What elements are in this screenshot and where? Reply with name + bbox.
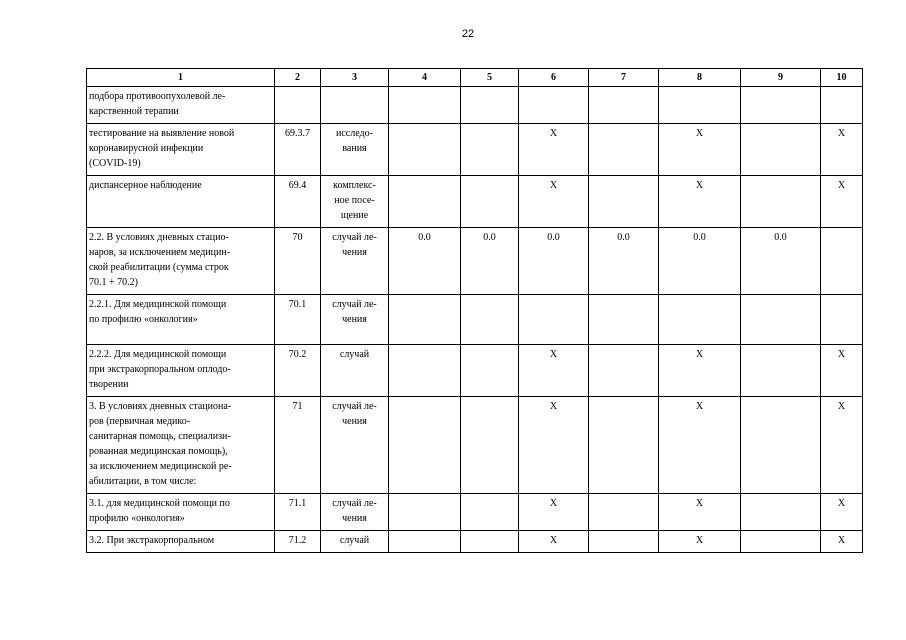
table-cell-col-2 [275, 87, 321, 124]
table-body [87, 87, 863, 553]
table-cell-col-9 [741, 345, 821, 397]
column-header-1: 1 [87, 69, 275, 87]
table-cell-col-1: 3.1. для медицинской помощи по профилю «онкология» [87, 494, 275, 531]
table-row [87, 494, 863, 531]
table-cell-col-5 [461, 176, 519, 228]
table-cell-col-2: 70.2 [275, 345, 321, 397]
table-row [87, 295, 863, 345]
table-cell-col-1: 3. В условиях дневных стациона- ров (первичная медико- санитарная помощь, специализи- рованная медицинская помощь), за исключением медицинской ре- абилитации, в том числе: [87, 397, 275, 494]
table-cell-col-5: 0.0 [461, 228, 519, 295]
table-cell-col-3: случай [321, 345, 389, 397]
table-cell-col-5 [461, 124, 519, 176]
table-row [87, 397, 863, 494]
table-cell-col-9 [741, 397, 821, 494]
table-cell-col-10: X [821, 494, 863, 531]
table-cell-col-3: случай ле- чения [321, 295, 389, 345]
header-row [87, 69, 863, 87]
table-cell-col-9: 0.0 [741, 228, 821, 295]
column-header-2: 2 [275, 69, 321, 87]
table-cell-col-8: X [659, 124, 741, 176]
table-cell-col-1: 2.2.2. Для медицинской помощи при экстракорпоральном оплодо- творении [87, 345, 275, 397]
table-cell-col-3: случай ле- чения [321, 228, 389, 295]
table-cell-col-9 [741, 87, 821, 124]
column-header-3: 3 [321, 69, 389, 87]
table-cell-col-7 [589, 345, 659, 397]
table-cell-col-3: случай [321, 531, 389, 553]
column-header-10: 10 [821, 69, 863, 87]
table-cell-col-4 [389, 87, 461, 124]
table-cell-col-4 [389, 397, 461, 494]
table-cell-col-10 [821, 87, 863, 124]
table-cell-col-4 [389, 345, 461, 397]
table-cell-col-5 [461, 531, 519, 553]
column-header-4: 4 [389, 69, 461, 87]
table-cell-col-4 [389, 531, 461, 553]
table-cell-col-10: X [821, 124, 863, 176]
table-cell-col-8: X [659, 345, 741, 397]
table-cell-col-6: X [519, 531, 589, 553]
table-cell-col-10: X [821, 176, 863, 228]
table-cell-col-4 [389, 494, 461, 531]
table-cell-col-2: 71 [275, 397, 321, 494]
table-cell-col-6 [519, 295, 589, 345]
table-cell-col-8: X [659, 176, 741, 228]
table-row [87, 345, 863, 397]
table-cell-col-3: комплекс- ное посе- щение [321, 176, 389, 228]
table-cell-col-6: X [519, 345, 589, 397]
table-cell-col-6: X [519, 176, 589, 228]
table-cell-col-5 [461, 87, 519, 124]
table-cell-col-7 [589, 176, 659, 228]
table-row [87, 176, 863, 228]
table-cell-col-8: X [659, 494, 741, 531]
table-cell-col-8: X [659, 397, 741, 494]
table-cell-col-8: 0.0 [659, 228, 741, 295]
table-cell-col-9 [741, 295, 821, 345]
table-cell-col-6: X [519, 124, 589, 176]
column-header-8: 8 [659, 69, 741, 87]
table-cell-col-4: 0.0 [389, 228, 461, 295]
table-cell-col-1: подбора противоопухолевой ле- карственной терапии [87, 87, 275, 124]
table-cell-col-3: исследо- вания [321, 124, 389, 176]
page-number: 22 [461, 28, 475, 40]
table-row [87, 124, 863, 176]
table-cell-col-2: 71.1 [275, 494, 321, 531]
table-cell-col-6: X [519, 397, 589, 494]
table-cell-col-7: 0.0 [589, 228, 659, 295]
table-cell-col-8 [659, 295, 741, 345]
table-cell-col-4 [389, 124, 461, 176]
column-header-5: 5 [461, 69, 519, 87]
table-row [87, 531, 863, 553]
table-cell-col-5 [461, 295, 519, 345]
column-header-6: 6 [519, 69, 589, 87]
table-cell-col-2: 71.2 [275, 531, 321, 553]
table-row [87, 228, 863, 295]
table-row [87, 87, 863, 124]
table-cell-col-10: X [821, 531, 863, 553]
table-cell-col-2: 69.4 [275, 176, 321, 228]
column-header-9: 9 [741, 69, 821, 87]
table-cell-col-9 [741, 176, 821, 228]
table-cell-col-9 [741, 124, 821, 176]
table-cell-col-7 [589, 87, 659, 124]
table-cell-col-1: тестирование на выявление новой коронавирусной инфекции (COVID-19) [87, 124, 275, 176]
table-cell-col-10: X [821, 397, 863, 494]
table-cell-col-2: 70 [275, 228, 321, 295]
table-cell-col-5 [461, 397, 519, 494]
table-cell-col-9 [741, 494, 821, 531]
table-cell-col-1: диспансерное наблюдение [87, 176, 275, 228]
table-cell-col-3: случай ле- чения [321, 494, 389, 531]
table-cell-col-3 [321, 87, 389, 124]
table-cell-col-8 [659, 87, 741, 124]
table-cell-col-10 [821, 228, 863, 295]
table-cell-col-2: 70.1 [275, 295, 321, 345]
table-cell-col-9 [741, 531, 821, 553]
table-cell-col-6 [519, 87, 589, 124]
table-cell-col-5 [461, 494, 519, 531]
table-cell-col-7 [589, 494, 659, 531]
table-cell-col-1: 2.2.1. Для медицинской помощи по профилю «онкология» [87, 295, 275, 345]
table-cell-col-5 [461, 345, 519, 397]
table-cell-col-8: X [659, 531, 741, 553]
table-cell-col-1: 3.2. При экстракорпоральном [87, 531, 275, 553]
table-cell-col-6: 0.0 [519, 228, 589, 295]
table-cell-col-3: случай ле- чения [321, 397, 389, 494]
table-cell-col-1: 2.2. В условиях дневных стацио- наров, за исключением медицин- ской реабилитации (сумма строк 70.1 + 70.2) [87, 228, 275, 295]
table-cell-col-2: 69.3.7 [275, 124, 321, 176]
table-cell-col-7 [589, 531, 659, 553]
table-cell-col-10: X [821, 345, 863, 397]
table-cell-col-7 [589, 295, 659, 345]
table-cell-col-7 [589, 397, 659, 494]
table-cell-col-7 [589, 124, 659, 176]
data-table [86, 68, 863, 553]
table-cell-col-4 [389, 176, 461, 228]
table-cell-col-6: X [519, 494, 589, 531]
table-cell-col-4 [389, 295, 461, 345]
table-cell-col-10 [821, 295, 863, 345]
column-header-7: 7 [589, 69, 659, 87]
